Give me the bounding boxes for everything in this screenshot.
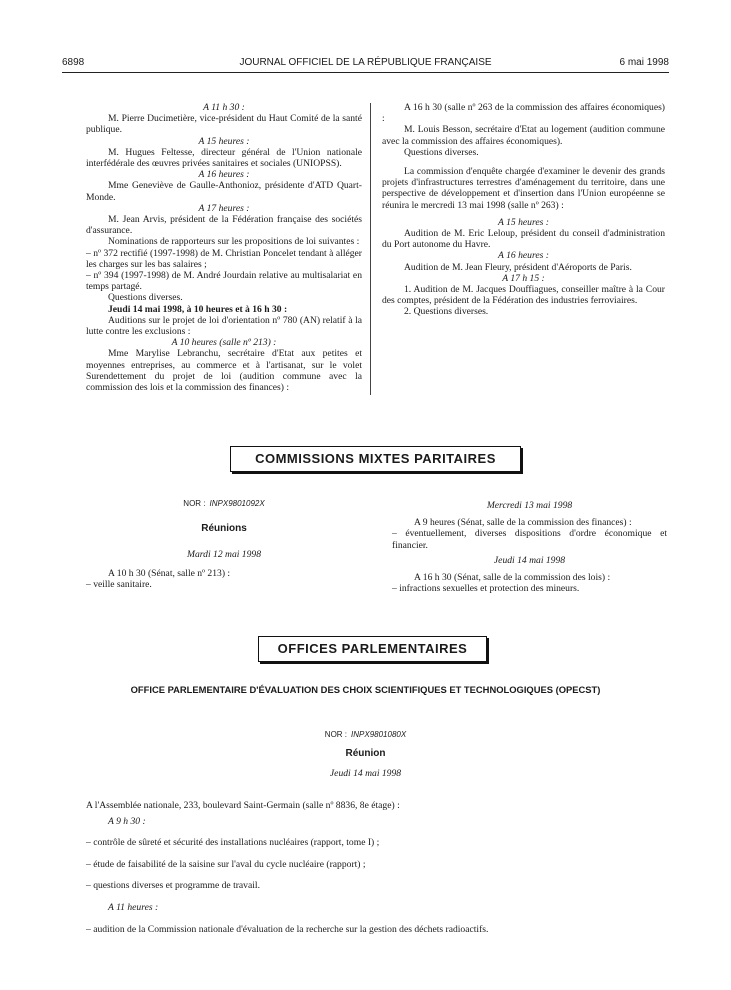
op-heading: Réunion — [345, 748, 386, 759]
op-agenda — [86, 790, 669, 945]
text-line: 1. Audition de M. Jacques Douffiagues, conseiller maître à la Cour des comptes, président de la Fédération des industries ferroviaires. — [382, 284, 665, 307]
op-nor-code: INPX9801080X — [351, 730, 407, 739]
text-line: M. Pierre Ducimetière, vice-président du Haut Comité de la santé publique. — [86, 113, 362, 136]
text-line: A 11 h 30 : — [203, 102, 245, 113]
right-column — [382, 102, 665, 318]
text-line: A 17 heures : — [198, 202, 250, 214]
text-line: A 16 h 30 (Sénat, salle de la commission des lois) : — [414, 572, 611, 584]
journal-title: JOURNAL OFFICIEL DE LA RÉPUBLIQUE FRANÇAISE — [239, 57, 492, 68]
text-line: Mercredi 13 mai 1998 — [486, 500, 573, 511]
text-line: Mme Geneviève de Gaulle-Anthonioz, présidente d'ATD Quart-Monde. — [86, 180, 362, 203]
text-line: – veille sanitaire. — [86, 579, 152, 591]
text-line: – audition de la Commission nationale d'évaluation de la recherche sur la gestion des déchets radioactifs. — [86, 923, 489, 935]
cmp-nor — [86, 493, 362, 511]
cmp-left-column — [86, 549, 362, 591]
text-line: A 9 h 30 : — [108, 815, 146, 827]
op-section-title: OFFICES PARLEMENTAIRES — [277, 641, 468, 656]
text-line: – nº 394 (1997-1998) de M. André Jourdain relative au multisalariat en temps partagé. — [86, 270, 362, 293]
text-line: M. Hugues Feltesse, directeur général de l'Union nationale interfédérale des œuvres privées sanitaires et sociales (UNIOPSS). — [86, 146, 362, 170]
text-line: 2. Questions diverses. — [404, 306, 489, 318]
text-line: Jeudi 14 mai 1998 — [493, 554, 566, 566]
text-line: A l'Assemblée nationale, 233, boulevard Saint-Germain (salle nº 8836, 8e étage) : — [86, 799, 400, 811]
page-number: 6898 — [62, 57, 85, 68]
text-line: – éventuellement, diverses dispositions d'ordre économique et financier. — [392, 528, 667, 551]
text-line: Auditions sur le projet de loi d'orientation nº 780 (AN) relatif à la lutte contre les exclusions : — [86, 314, 362, 338]
text-line: – étude de faisabilité de la saisine sur l'aval du cycle nucléaire (rapport) ; — [86, 858, 366, 870]
text-line: – infractions sexuelles et protection des mineurs. — [392, 583, 580, 595]
op-nor — [62, 724, 669, 742]
text-line: – nº 372 rectifié (1997-1998) de M. Christian Poncelet tendant à alléger les charges sur les bas salaires ; — [86, 247, 362, 270]
text-line: Mardi 12 mai 1998 — [187, 549, 261, 560]
text-line: A 16 heures : — [498, 250, 549, 262]
cmp-heading: Réunions — [201, 523, 247, 534]
column-divider — [370, 103, 371, 395]
text-line: A 10 h 30 (Sénat, salle nº 213) : — [108, 568, 231, 580]
op-nor-label: NOR : — [324, 730, 348, 739]
text-line: Audition de M. Jean Fleury, président d'Aéroports de Paris. — [404, 261, 632, 273]
op-date: Jeudi 14 mai 1998 — [329, 768, 402, 779]
op-section-box — [258, 636, 487, 662]
text-line: A 16 heures : — [198, 169, 250, 181]
cmp-right-column — [392, 496, 667, 594]
text-line: Questions diverses. — [404, 146, 479, 158]
text-line: M. Louis Besson, secrétaire d'Etat au logement (audition commune avec la commission des affaires économiques). — [382, 124, 665, 147]
text-line: A 15 heures : — [498, 216, 549, 228]
cmp-section-box — [230, 446, 521, 472]
cmp-section-title: COMMISSIONS MIXTES PARITAIRES — [255, 451, 496, 466]
issue-date: 6 mai 1998 — [619, 57, 669, 68]
text-line: Mme Marylise Lebranchu, secrétaire d'Etat aux petites et moyennes entreprises, au commerce et à l'artisanat, sur le volet Surendettement du projet de loi (audition commune avec la commission des lois et la commission des finances) : — [86, 348, 362, 394]
office-title: OFFICE PARLEMENTAIRE D'ÉVALUATION DES CHOIX SCIENTIFIQUES ET TECHNOLOGIQUES (OPECST) — [130, 684, 601, 695]
text-line: A 17 h 15 : — [502, 272, 545, 284]
text-line: A 10 heures (salle nº 213) : — [171, 337, 277, 349]
text-line: A 16 h 30 (salle nº 263 de la commission des affaires économiques) : — [382, 102, 665, 125]
left-column — [86, 102, 362, 393]
text-line: A 11 heures : — [108, 901, 159, 913]
cmp-nor-label: NOR : — [183, 499, 206, 508]
text-line: Jeudi 14 mai 1998, à 10 heures et à 16 h 30 : — [108, 303, 288, 315]
text-line: Audition de M. Eric Leloup, président du conseil d'administration du Port autonome du Havre. — [382, 228, 665, 251]
text-line: Nominations de rapporteurs sur les propositions de loi suivantes : — [108, 236, 360, 248]
text-line: A 15 heures : — [198, 135, 250, 147]
cmp-nor-code: INPX9801092X — [209, 499, 265, 508]
text-line: – questions diverses et programme de travail. — [86, 880, 260, 892]
text-line: – contrôle de sûreté et sécurité des installations nucléaires (rapport, tome I) ; — [86, 837, 380, 849]
text-line: Questions diverses. — [108, 292, 183, 304]
text-line: A 9 heures (Sénat, salle de la commission des finances) : — [414, 517, 632, 529]
text-line: La commission d'enquête chargée d'examiner le devenir des grands projets d'infrastructures terrestres d'aménagement du territoire, dans une perspective de développement et d'insertion dans l'Union européenne se réunira le mercredi 13 mai 1998 (salle nº 263) : — [382, 166, 665, 211]
text-line: M. Jean Arvis, président de la Fédération française des sociétés d'assurance. — [86, 214, 362, 237]
header-rule — [62, 72, 669, 73]
